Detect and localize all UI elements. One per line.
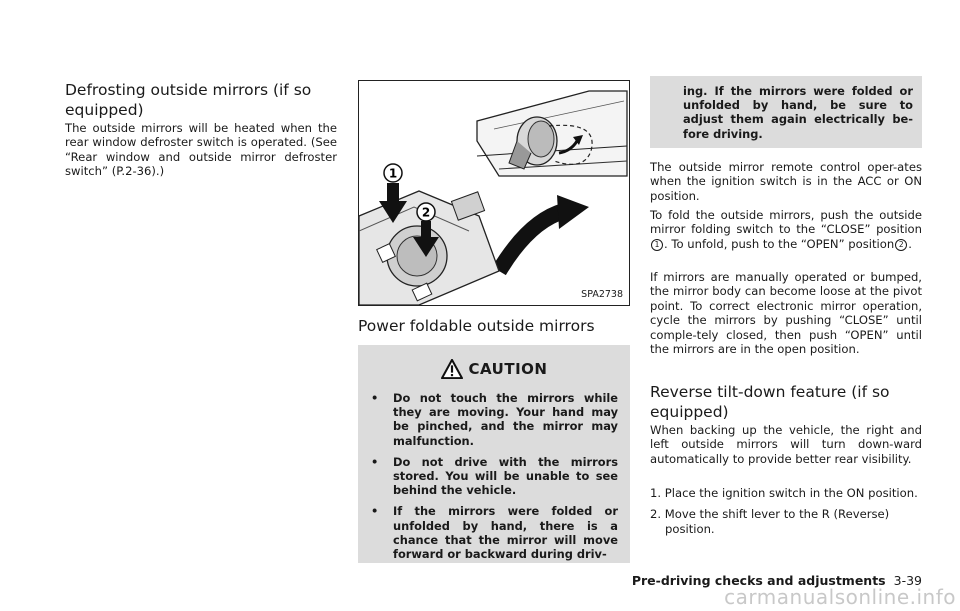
- caution-box: [358, 345, 630, 563]
- mirror-illustration: [359, 81, 629, 305]
- watermark: carmanualsonline.info: [724, 585, 956, 609]
- section-heading-power-foldable: Power foldable outside mirrors: [358, 317, 595, 335]
- section-heading-defrosting: Defrosting outside mirrors (if so equipped): [65, 81, 312, 119]
- steps-list: [650, 486, 922, 543]
- step-item: 2. Move the shift lever to the R (Reverse) position.: [650, 507, 890, 536]
- warning-icon: [441, 359, 463, 379]
- figure-label-2: 2: [421, 205, 431, 220]
- caution-title-row: [358, 359, 630, 379]
- mirror-switch-figure: [358, 80, 630, 306]
- page-number: 3-39: [893, 573, 922, 588]
- caution-continued-box: [650, 76, 922, 148]
- caution-item: • If the mirrors were folded or unfolded by hand, there is a chance that the mirror will move forward or backward during driv-: [371, 504, 618, 562]
- fold-instructions-paragraph: To fold the outside mirrors, push the outside mirror folding switch to the “CLOSE” position1 . To unfold, push to the “OPEN” position 2 .: [650, 208, 922, 251]
- caution-continued-text: ing. If the mirrors were folded or unfolded by hand, be sure to adjust them again electrically be-fore driving.: [683, 84, 913, 141]
- defrosting-body: The outside mirrors will be heated when the rear window defroster switch is operated. (See “Rear window and outside mirror defroster switch” (P.2-36).): [65, 121, 337, 179]
- circled-number-1: 1: [651, 239, 663, 251]
- remote-control-paragraph: The outside mirror remote control oper-ates when the ignition switch is in the ACC or ON position.: [650, 160, 922, 203]
- caution-list: [358, 391, 630, 561]
- circled-number-2: 2: [895, 239, 907, 251]
- figure-label-1: 1: [388, 166, 398, 181]
- caution-item: • Do not touch the mirrors while they are moving. Your hand may be pinched, and the mirror may malfunction.: [371, 391, 618, 448]
- caution-title: CAUTION: [468, 360, 548, 378]
- manual-operation-paragraph: If mirrors are manually operated or bumped, the mirror body can become loose at the pivot point. To correct electronic mirror operation, cycle the mirrors by pushing “CLOSE” until comple-tely closed, then push “OPEN” until the mirrors are in the open position.: [650, 270, 922, 357]
- caution-item: • Do not drive with the mirrors stored. You will be unable to see behind the vehicle.: [371, 454, 618, 498]
- section-heading-reverse-tilt: Reverse tilt-down feature (if so equipped): [650, 383, 890, 421]
- footer-section-title: Pre-driving checks and adjustments: [631, 573, 886, 588]
- reverse-tilt-paragraph: When backing up the vehicle, the right and left outside mirrors will turn down-ward automatically to provide better rear visibility.: [650, 423, 922, 466]
- figure-caption: SPA2738: [581, 289, 623, 300]
- step-item: 1. Place the ignition switch in the ON position.: [650, 486, 918, 500]
